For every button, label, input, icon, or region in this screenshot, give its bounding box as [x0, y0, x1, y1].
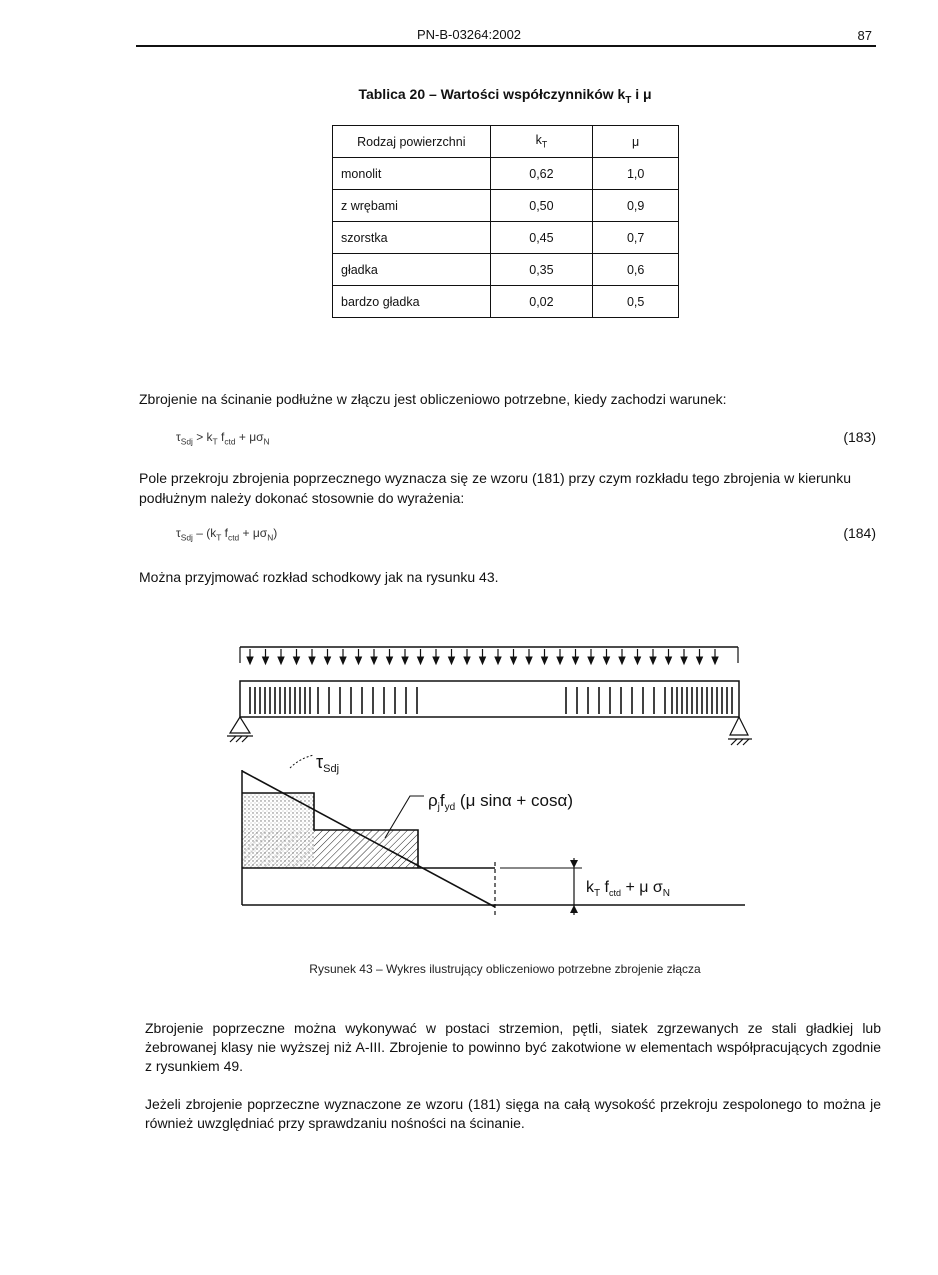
- cell-surface: z wrębami: [333, 190, 491, 222]
- load-arrowhead: [542, 657, 548, 664]
- eq183-k-sub: T: [212, 436, 218, 447]
- load-arrowhead: [309, 657, 315, 664]
- left-support: [227, 717, 253, 742]
- eq184-k: – (k: [192, 526, 217, 540]
- paragraph-full-height: Jeżeli zbrojenie poprzeczne wyznaczone ze wzoru (181) sięga na całą wysokość przekroju zespolonego to można je również uwzględniać przy sprawdzaniu nośności na ścinanie.: [145, 1096, 881, 1131]
- header-kt-main: k: [535, 133, 542, 148]
- table-title-sub: T: [625, 94, 632, 106]
- eq183-f-sub: ctd: [224, 436, 236, 447]
- cell-kt: 0,62: [490, 158, 593, 190]
- load-arrowhead: [526, 657, 532, 664]
- eq184-tau-sub: Sdj: [180, 532, 193, 543]
- cell-kt: 0,45: [490, 222, 593, 254]
- load-arrowhead: [588, 657, 594, 664]
- cell-surface: gładka: [333, 254, 491, 286]
- cell-surface: monolit: [333, 158, 491, 190]
- label-tau-sdj: $\tau_{Sdj}$: [316, 752, 340, 775]
- load-arrowhead: [464, 657, 470, 664]
- eq184-sigma: + μσ: [239, 526, 268, 540]
- header-kt-sub: T: [541, 139, 548, 150]
- distributed-load: [240, 647, 738, 664]
- load-arrowhead: [697, 657, 703, 664]
- load-arrowhead: [619, 657, 625, 664]
- eq184-f: f: [221, 526, 228, 540]
- paragraph-stepped: Można przyjmować rozkład schodkowy jak na rysunku 43.: [139, 569, 499, 585]
- figure-caption: Rysunek 43 – Wykres ilustrujący obliczeniowo potrzebne zbrojenie złącza: [309, 962, 701, 976]
- load-arrowhead: [666, 657, 672, 664]
- load-arrowhead: [604, 657, 610, 664]
- load-arrowhead: [294, 657, 300, 664]
- load-arrowhead: [712, 657, 718, 664]
- header-surface: Rodzaj powierzchni: [333, 126, 491, 158]
- cell-kt: 0,02: [490, 286, 593, 318]
- equation-number-183: (183): [843, 429, 876, 445]
- cell-kt: 0,50: [490, 190, 593, 222]
- page-number: 87: [857, 28, 872, 43]
- load-arrowhead: [263, 657, 269, 664]
- load-arrowhead: [557, 657, 563, 664]
- cell-mu: 1,0: [593, 158, 679, 190]
- load-arrowhead: [387, 657, 393, 664]
- load-arrowhead: [495, 657, 501, 664]
- beam: [240, 681, 739, 717]
- paragraph-condition: Zbrojenie na ścinanie podłużne w złączu jest obliczeniowo potrzebne, kiedy zachodzi warunek:: [139, 391, 727, 407]
- eq184-k-sub: T: [216, 532, 222, 543]
- load-arrowhead: [356, 657, 362, 664]
- eq183-sigma-sub: N: [263, 436, 270, 447]
- eq183-f: f: [217, 430, 225, 444]
- paragraph-reinforcement-forms: Zbrojenie poprzeczne można wykonywać w postaci strzemion, pętli, siatek zgrzewanych ze stali gładkiej lub żebrowanej klasy nie wyższej niż A-III. Zbrojenie to powinno być zakotwione w elementach współpracujących zgodnie z rysunkiem 49.: [145, 1020, 881, 1074]
- load-arrowhead: [247, 657, 253, 664]
- label-kt-fctd: $k_T$ $f_{ctd} + \mu$ $\sigma_N$: [586, 879, 671, 899]
- paragraph-distribution: Pole przekroju zbrojenia poprzecznego wyznacza się ze wzoru (181) przy czym rozkładu tego zbrojenia w kierunku podłużnym należy dokonać stosownie do wyrażenia:: [139, 470, 852, 506]
- standard-code: PN-B-03264:2002: [416, 27, 522, 42]
- eq184-f-sub: ctd: [228, 532, 240, 543]
- eq183-tau-sub: Sdj: [180, 436, 193, 447]
- load-arrowhead: [681, 657, 687, 664]
- load-arrowhead: [650, 657, 656, 664]
- cell-mu: 0,6: [593, 254, 679, 286]
- eq184-sigma-sub: N: [267, 532, 274, 543]
- label-rho-fyd: $\rho_jf_{yd}$ (μ sinα + cosα): [428, 791, 573, 813]
- load-arrowhead: [340, 657, 346, 664]
- load-arrowhead: [480, 657, 486, 664]
- eq183-sigma: + μσ: [235, 430, 264, 444]
- cell-mu: 0,5: [593, 286, 679, 318]
- load-arrowhead: [278, 657, 284, 664]
- cell-mu: 0,7: [593, 222, 679, 254]
- cell-surface: szorstka: [333, 222, 491, 254]
- eq184-close: ): [273, 526, 278, 540]
- cell-kt: 0,35: [490, 254, 593, 286]
- cell-mu: 0,9: [593, 190, 679, 222]
- eq183-k: > k: [192, 430, 213, 444]
- eq183-tau: τ: [176, 430, 181, 444]
- eq184-tau: τ: [176, 526, 181, 540]
- right-support: [728, 717, 752, 745]
- load-arrowhead: [635, 657, 641, 664]
- load-arrowhead: [573, 657, 579, 664]
- cell-surface: bardzo gładka: [333, 286, 491, 318]
- load-arrowhead: [402, 657, 408, 664]
- table-title-tail: i μ: [631, 86, 652, 102]
- table-title-text: Tablica 20 – Wartości współczynników k: [358, 86, 626, 102]
- load-arrowhead: [325, 657, 331, 664]
- load-arrowhead: [433, 657, 439, 664]
- equation-number-184: (184): [843, 525, 876, 541]
- load-arrowhead: [418, 657, 424, 664]
- header-mu: μ: [593, 126, 679, 158]
- load-arrowhead: [449, 657, 455, 664]
- load-arrowhead: [511, 657, 517, 664]
- load-arrowhead: [371, 657, 377, 664]
